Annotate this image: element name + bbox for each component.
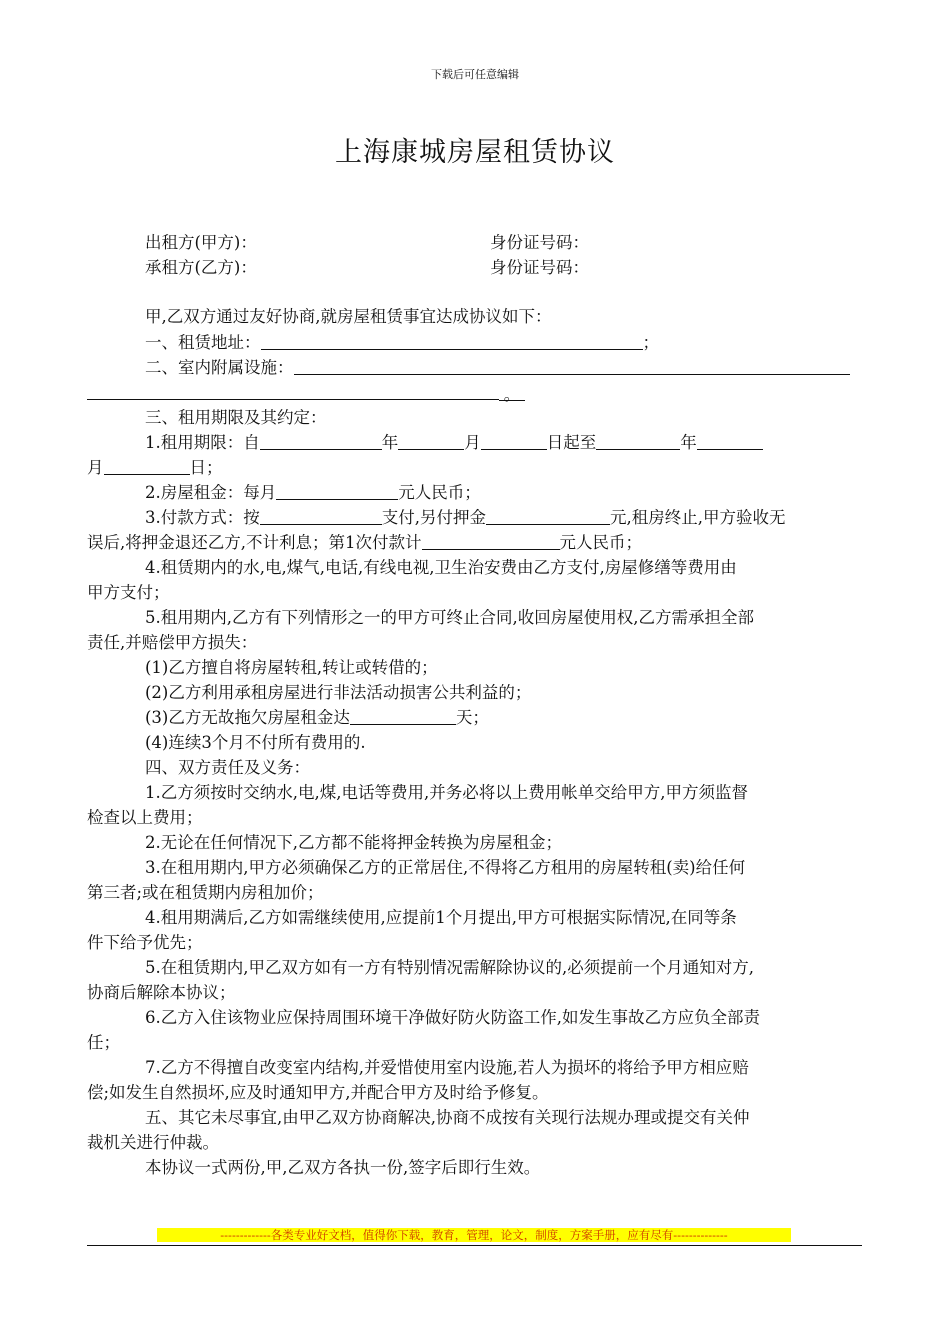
payment-line-1	[145, 505, 786, 530]
rent-label: 2.房屋租金：每月	[145, 483, 277, 502]
deposit-terms: 元,租房终止,甲方验收无	[610, 508, 786, 527]
address-blank[interactable]	[261, 331, 643, 350]
payment-line-2	[87, 530, 642, 555]
condition-3	[145, 705, 489, 730]
lessee-id-label: 身份证号码：	[490, 258, 589, 277]
overdue-days-blank[interactable]	[350, 706, 456, 725]
section-5-line-1: 五、其它未尽事宜,由甲乙双方协商解决,协商不成按有关现行法规办理或提交有关仲	[145, 1108, 750, 1127]
duty-3-line-2: 第三者;或在租赁期内房租加价；	[87, 883, 324, 902]
termination-line-1: 5.租用期内,乙方有下列情形之一的甲方可终止合同,收回房屋使用权,乙方需承担全部	[145, 608, 754, 627]
section-1-address	[145, 330, 659, 355]
term-start-month-blank[interactable]	[398, 431, 464, 450]
term-line-1	[145, 430, 763, 455]
lessor-label: 出租方(甲方)：	[145, 233, 257, 252]
term-start-year-blank[interactable]	[260, 431, 382, 450]
condition-4: (4)连续3个月不付所有费用的.	[145, 733, 366, 752]
day-label-2: 日；	[189, 458, 223, 477]
payment-method-blank[interactable]	[260, 506, 382, 525]
duty-6-line-1: 6.乙方入住该物业应保持周围环境干净做好防火防盗工作,如发生事故乙方应负全部责	[145, 1008, 760, 1027]
footer-banner: -------------各类专业好文档，值得你下载，教育，管理，论文，制度，方案手册，应有尽有--------------	[157, 1228, 791, 1242]
term-end-day-blank[interactable]	[104, 456, 190, 475]
duty-7-line-1: 7.乙方不得擅自改变室内结构,并爱惜使用室内设施,若人为损坏的将给予甲方相应赔	[145, 1058, 749, 1077]
section-2-continuation	[87, 380, 525, 405]
closing-statement: 本协议一式两份,甲,乙双方各执一份,签字后即行生效。	[145, 1158, 541, 1177]
lessee-label: 承租方(乙方)：	[145, 258, 257, 277]
year-label-2: 年	[680, 433, 697, 452]
termination-line-2: 责任,并赔偿甲方损失：	[87, 633, 258, 652]
utilities-line-1: 4.租赁期内的水,电,煤气,电话,有线电视,卫生治安费由乙方支付,房屋修缮等费用由	[145, 558, 737, 577]
lessor-id-label: 身份证号码：	[490, 233, 589, 252]
condition-1: (1)乙方擅自将房屋转租,转让或转借的；	[145, 658, 438, 677]
facilities-label: 二、室内附属设施：	[145, 358, 294, 377]
condition-2: (2)乙方利用承租房屋进行非法活动损害公共利益的；	[145, 683, 532, 702]
facilities-blank-2[interactable]	[87, 381, 499, 400]
duty-4-line-2: 件下给予优先；	[87, 933, 203, 952]
rent-line	[145, 480, 481, 505]
duty-6-line-2: 任；	[87, 1033, 120, 1052]
duty-2: 2.无论在任何情况下,乙方都不能将押金转换为房屋租金；	[145, 833, 562, 852]
first-payment-unit: 元人民币；	[559, 533, 642, 552]
section-4-heading: 四、双方责任及义务：	[145, 758, 310, 777]
duty-1-line-2: 检查以上费用；	[87, 808, 203, 827]
duty-5-line-2: 协商后解除本协议；	[87, 983, 236, 1002]
term-end-month-blank[interactable]	[697, 431, 763, 450]
term-start-day-blank[interactable]	[481, 431, 547, 450]
day-from-label: 日起至	[546, 433, 597, 452]
document-title: 上海康城房屋租赁协议	[335, 137, 615, 168]
first-payment-blank[interactable]	[422, 531, 560, 550]
footer-divider	[87, 1245, 862, 1246]
duty-3-line-1: 3.在租用期内,甲方必须确保乙方的正常居住,不得将乙方租用的房屋转租(卖)给任何	[145, 858, 746, 877]
rent-amount-blank[interactable]	[276, 481, 398, 500]
header-note: 下载后可任意编辑	[431, 68, 519, 81]
facilities-blank-1[interactable]	[294, 356, 850, 375]
duty-7-line-2: 偿;如发生自然损坏,应及时通知甲方,并配合甲方及时给予修复。	[87, 1083, 549, 1102]
year-label-1: 年	[381, 433, 399, 452]
section-5-line-2: 裁机关进行仲裁。	[87, 1133, 219, 1152]
deposit-amount-blank[interactable]	[486, 506, 610, 525]
intro-paragraph: 甲,乙双方通过友好协商,就房屋租赁事宜达成协议如下：	[145, 307, 552, 326]
address-end: ；	[642, 333, 659, 352]
facilities-end: 。	[499, 382, 525, 401]
month-label-2: 月	[87, 458, 104, 477]
utilities-line-2: 甲方支付；	[87, 583, 170, 602]
term-from-label: 1.租用期限：自	[145, 433, 260, 452]
deposit-label: 支付,另付押金	[381, 508, 486, 527]
condition-3-unit: 天；	[455, 708, 489, 727]
month-label-1: 月	[464, 433, 481, 452]
condition-3-label: (3)乙方无故拖欠房屋租金达	[145, 708, 350, 727]
payment-method-label: 3.付款方式：按	[145, 508, 260, 527]
section-2-facilities	[145, 355, 850, 380]
duty-4-line-1: 4.租用期满后,乙方如需继续使用,应提前1个月提出,甲方可根据实际情况,在同等条	[145, 908, 737, 927]
first-payment-label: 误后,将押金退还乙方,不计利息；第1次付款计	[87, 533, 422, 552]
duty-5-line-1: 5.在租赁期内,甲乙双方如有一方有特别情况需解除协议的,必须提前一个月通知对方,	[145, 958, 754, 977]
address-label: 一、租赁地址：	[145, 333, 261, 352]
term-line-2	[87, 455, 223, 480]
term-end-year-blank[interactable]	[596, 431, 680, 450]
rent-unit: 元人民币；	[398, 483, 481, 502]
duty-1-line-1: 1.乙方须按时交纳水,电,煤,电话等费用,并务必将以上费用帐单交给甲方,甲方须监督	[145, 783, 748, 802]
section-3-heading: 三、租用期限及其约定：	[145, 408, 327, 427]
